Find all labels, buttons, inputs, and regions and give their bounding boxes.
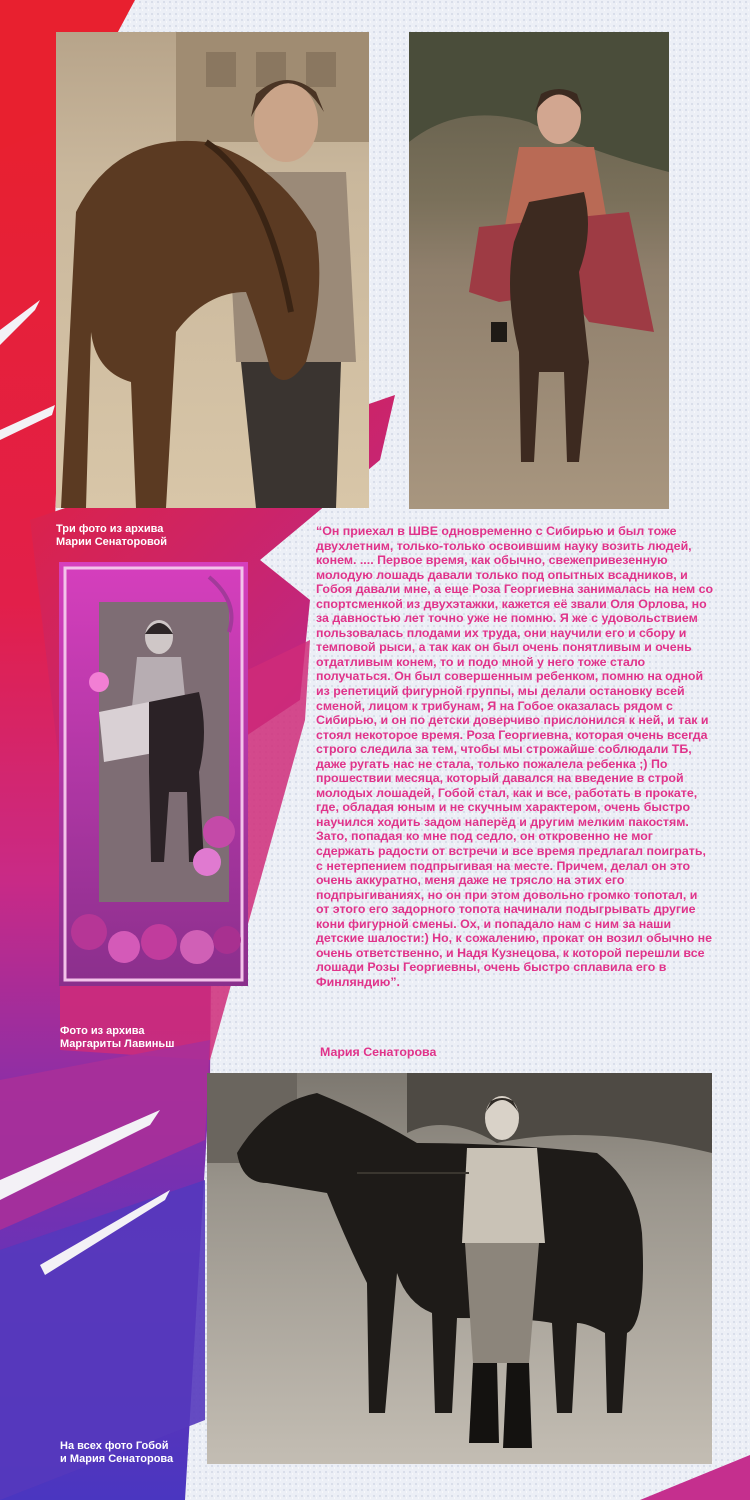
caption-top-line-2: Марии Сенаторовой: [56, 536, 168, 548]
quote-text: “Он приехал в ШВЕ одновременно с Сибирью и был тоже двухлетним, только-только освоившим науку возить людей, конем. .... Первое время, как обычно, свежепривезенную молодую лошадь давали только под опытных всадников, и Гобоя давали мне, а еще Роза Георгиевна занималась на нем со спортсменкой из двухэтажки, кажется её звали Оля Орлова, но за давностью лет точно уже не помню. Я же с удовольствием пользовалась плодами их труда, они научили его и сбору и темповой рыси, а так как он был очень понятливым и очень отдатливым конем, то и подо мной у него тоже стало получаться. Он был совершенным ребенком, помню на одной из репетиций фигурной группы, мы делали остановку всей сменой, лицом к трибунам, Я на Гобое оказалась рядом с Сибирью, и он по детски доверчиво прислонился к ней, и так и стоял некоторое время. Роза Георгиевна, которая очень всегда строго следила за тем, чтобы мы строжайше соблюдали ТБ, даже ругать нас не стала, только пожалела ребенка ;) По прошествии месяца, который давался на введение в строй молодых лошадей, Гобой стал, как и все, работать в прокате, где, обладая юным и не скучным характером, очень быстро научился ходить задом наперёд и другим мелким пакостям. Зато, попадая ко мне под седло, он откровенно не мог сдержать радости от встречи и все время предлагал поиграть, с нетерпением подпрыгивая на месте. Причем, делал он это очень аккуратно, меня даже не трясло на этих его подпрыгиваниях, но он при этом довольно громко топотал, и от этого его задорного топота начинали подыгрывать другие кони фигурной смены. Ох, и попадало нам с ним за наши детские шалости:) Но, к сожалению, прокат он возил обычно не очень ответственно, и Надя Кузнецова, к которой перешли все лошади Розы Георгиевны, очень быстро сплавила его в Финляндию”.: [316, 524, 714, 989]
caption-top: [56, 523, 167, 549]
caption-top-line-1: Три фото из архива: [56, 523, 164, 535]
quote-author: Мария Сенаторова: [320, 1045, 437, 1059]
caption-middle: [60, 1025, 174, 1051]
photo-girl-with-horse-sepia: [56, 32, 369, 508]
photo-rider-on-horse-color: [409, 32, 669, 509]
caption-bottom-line-1: На всех фото Гобой: [60, 1440, 169, 1452]
photo-framed-rider-orchids: [59, 562, 248, 986]
caption-bottom: [60, 1440, 173, 1466]
caption-middle-line-2: Маргариты Лавиньш: [60, 1038, 175, 1050]
caption-bottom-line-2: и Мария Сенаторова: [60, 1453, 174, 1465]
caption-middle-line-1: Фото из архива: [60, 1025, 145, 1037]
photo-woman-leading-horse-bw: [207, 1073, 712, 1464]
